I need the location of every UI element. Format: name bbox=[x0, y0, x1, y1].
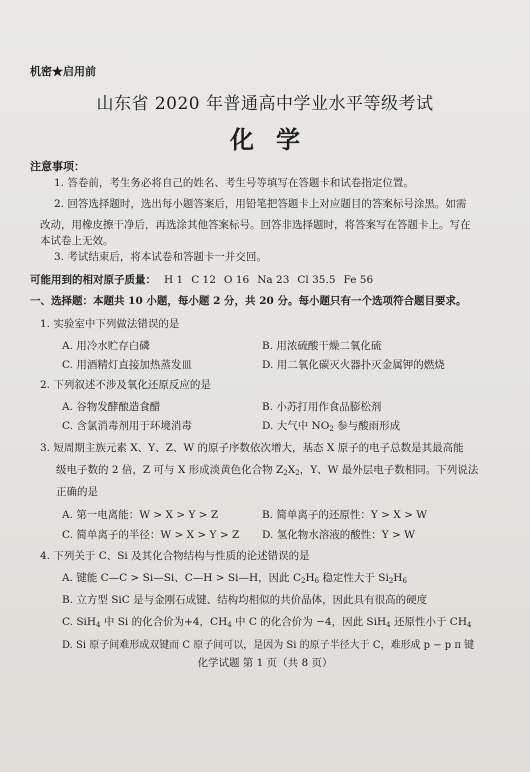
question-1-stem: 1. 实验室中下列做法错误的是 bbox=[40, 318, 180, 330]
note-item-2-cont: 改动，用橡皮擦干净后，再选涂其他答案标号。回答非选择题时，将答案写在答题卡上。写在 bbox=[40, 219, 471, 231]
q2-option-b: B. 小苏打用作食品膨松剂 bbox=[262, 401, 382, 413]
mass-h: H 1 bbox=[164, 274, 184, 286]
section-title: 一、选择题：本题共 10 小题，每小题 2 分，共 20 分。每小题只有一个选项符合题目要求。 bbox=[30, 295, 467, 307]
mass-fe: Fe 56 bbox=[343, 274, 374, 286]
mass-cl: Cl 35.5 bbox=[297, 274, 336, 286]
q1-option-d: D. 用二氧化碳灭火器扑灭金属钾的燃烧 bbox=[262, 359, 445, 371]
q2-option-a: A. 谷物发酵酿造食醋 bbox=[62, 401, 161, 413]
note-item-1: 1. 答卷前，考生务必将自己的姓名、考生号等填写在答题卡和试卷指定位置。 bbox=[54, 177, 414, 189]
q4-option-c: C. SiH$_4$ 中 Si 的化合价为+4，$CH_4$ 中 C 的化合价为 −4，因此 SiH$_4$ 还原性小于 $CH_4$ bbox=[62, 616, 472, 629]
mass-c: C 12 bbox=[191, 274, 216, 286]
exam-title: 山东省 2020 年普通高中学业水平等级考试 bbox=[96, 94, 434, 114]
q1-option-b: B. 用浓硫酸干燥二氧化硫 bbox=[262, 340, 382, 352]
q4-option-d: D. Si 原子间难形成双键而 C 原子间可以，是因为 Si 的原子半径大于 C，难形成 p − p π 键 bbox=[62, 640, 475, 651]
atomic-masses-label: 可能用到的相对原子质量： bbox=[30, 274, 156, 286]
question-4-stem: 4. 下列关于 C、Si 及其化合物结构与性质的论述错误的是 bbox=[40, 550, 310, 562]
page-footer: 化学试题 第 1 页（共 8 页） bbox=[197, 657, 333, 669]
q4-option-b: B. 立方型 SiC 是与金刚石成键、结构均相似的共价晶体，因此具有很高的硬度 bbox=[62, 594, 428, 606]
question-3-stem-line-1: 3. 短周期主族元素 X、Y、Z、W 的原子序数依次增大，基态 X 原子的电子总数是其最高能 bbox=[40, 442, 464, 454]
subject-title: 化学 bbox=[230, 125, 322, 154]
q2-option-c: C. 含氯消毒剂用于环境消毒 bbox=[62, 420, 192, 432]
mass-na: Na 23 bbox=[257, 274, 290, 286]
q1-option-c: C. 用酒精灯直接加热蒸发皿 bbox=[62, 359, 192, 371]
q3-option-d: D. 氢化物水溶液的酸性：Y > W bbox=[262, 529, 415, 541]
atomic-masses bbox=[30, 272, 373, 287]
confidential-label: 机密★启用前 bbox=[30, 65, 96, 78]
mass-o: O 16 bbox=[223, 274, 250, 286]
q2-option-d: D. 大气中 $NO_2$ 参与酸雨形成 bbox=[262, 420, 401, 433]
q3-option-c: C. 简单离子的半径：W > X > Y > Z bbox=[62, 529, 240, 541]
note-item-2: 2. 回答选择题时，选出每小题答案后，用铅笔把答题卡上对应题目的答案标号涂黑。如需 bbox=[54, 198, 467, 210]
notes-heading: 注意事项： bbox=[30, 160, 85, 173]
question-2-stem: 2. 下列叙述不涉及氧化还原反应的是 bbox=[40, 379, 211, 391]
question-3-stem-line-2: 级电子数的 2 倍，Z 可与 X 形成淡黄色化合物 $Z_2X_2$，Y、W 最外层电子数相同。下列说法 bbox=[56, 464, 479, 477]
note-item-2-end: 本试卷上无效。 bbox=[40, 235, 114, 247]
q3-option-b: B. 简单离子的还原性：Y > X > W bbox=[262, 509, 428, 521]
q1-option-a: A. 用冷水贮存白磷 bbox=[62, 340, 150, 352]
q4-option-a: A. 键能 C—C > Si—Si、C—H > Si—H，因此 $C_2H_6$ 稳定性大于 $Si_2H_6$ bbox=[62, 572, 407, 585]
question-3-stem-line-3: 正确的是 bbox=[56, 486, 98, 498]
note-item-3: 3. 考试结束后，将本试卷和答题卡一并交回。 bbox=[54, 251, 267, 263]
q3-option-a: A. 第一电离能：W > X > Y > Z bbox=[62, 509, 219, 521]
